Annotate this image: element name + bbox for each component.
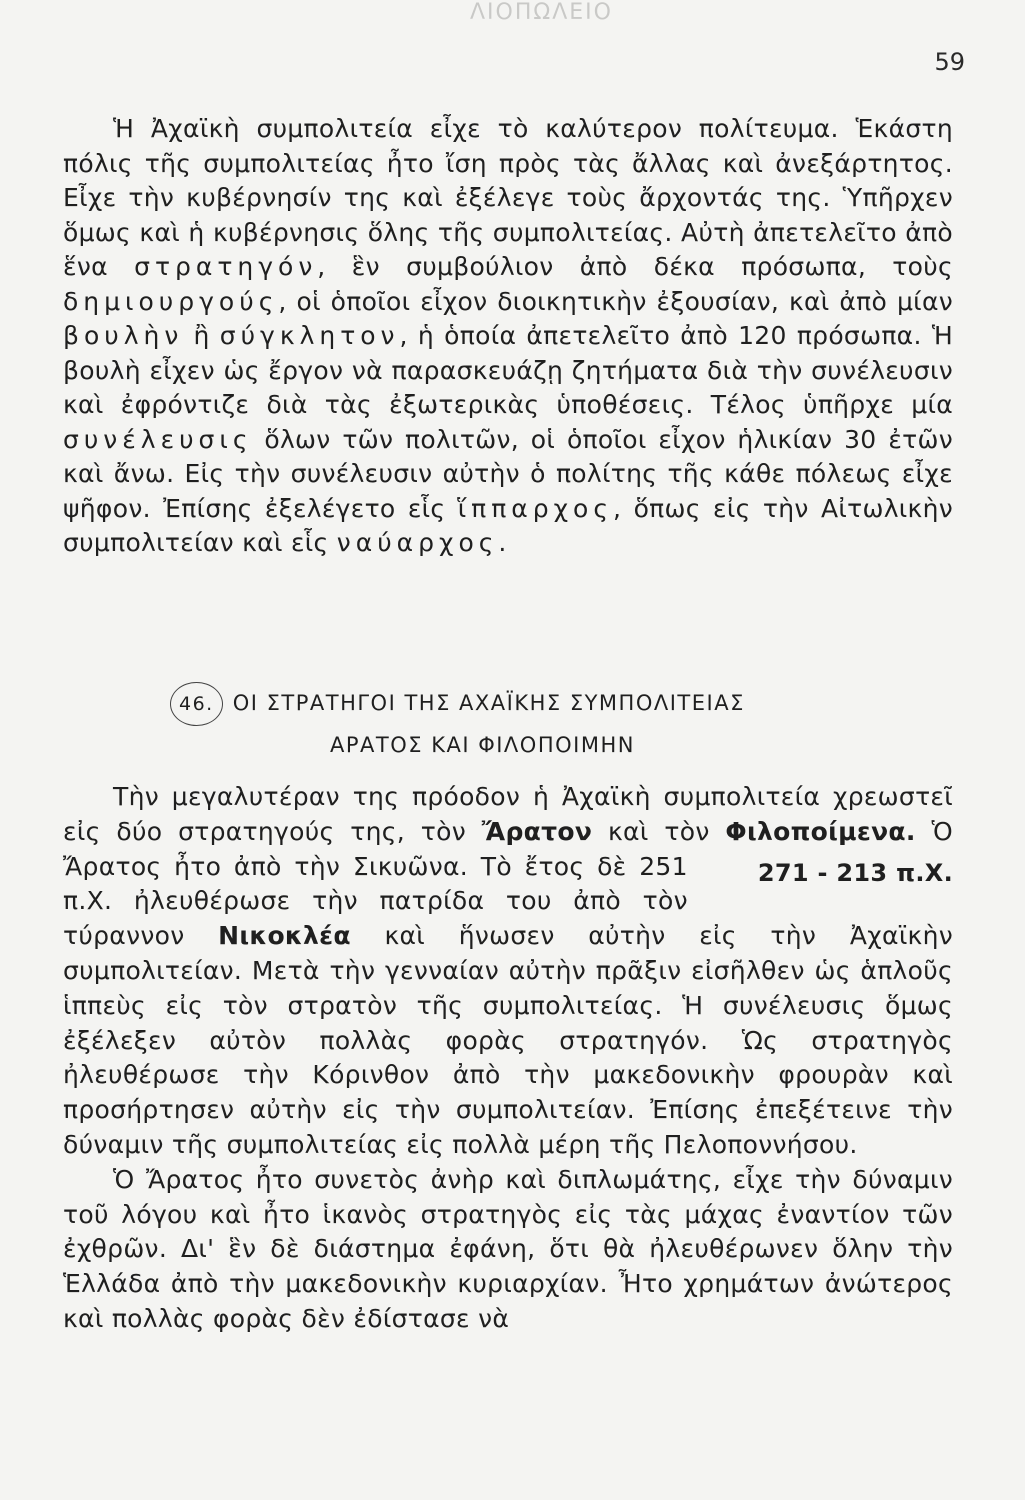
spaced-term-boule: βουλὴν [63, 321, 184, 350]
name-philopoimen: Φιλοποίμενα. [725, 816, 916, 846]
paragraph-aratos-character: Ὁ Ἄρατος ἦτο συνετὸς ἀνὴρ καὶ διπλωμάτης, εἶχε τὴν δύναμιν τοῦ λόγου καὶ ἦτο ἱκανὸς στρατηγὸς εἰς τὰς μάχας ἐναντίον τῶν ἐχθρῶν. Δι' ἓν δὲ διάστημα ἐφάνη, ὅτι θὰ ἠλευθέρωνεν ὅλην τὴν Ἑλλάδα ἀπὸ τὴν μακεδονικὴν κυριαρχίαν. Ἦτο χρημάτων ἀνώτερος καὶ πολλὰς φορὰς δὲν ἐδίστασε νὰ [63, 1164, 953, 1333]
spaced-term-demiourgous: δημιουργούς [63, 286, 279, 316]
name-nikokles: Νικοκλέα [218, 921, 351, 951]
name-aratos: Ἄρατον [481, 816, 593, 846]
text-run: Τὴν μεγαλυτέραν της πρόοδον ἡ Ἀχαϊκὴ συμπολιτεία χρεωστεῖ εἰς δύο στρατηγούς της, τὸν [63, 782, 953, 846]
text-run: , ὅπως εἰς τὴν Αἰτωλικὴν συμπολιτείαν καὶ εἷς [63, 493, 953, 557]
bleed-through-header: ΛΙΟΠΩΛΕΙΟ [470, 0, 613, 25]
text-run: , ἡ ὁποία ἀπετελεῖτο ἀπὸ 120 πρόσωπα. Ἡ βουλὴ εἶχεν ὡς ἔργον νὰ παρασκευάζῃ ζητήματα διὰ τὴν συνέλευσιν καὶ ἐφρόντιζε διὰ τὰς ἐξωτερικὰς ὑποθέσεις. Τέλος ὑπῆρχε μία [63, 321, 954, 419]
text-run: , ἓν συμβούλιον ἀπὸ δέκα πρόσωπα, τοὺς [317, 252, 953, 281]
section-heading [170, 682, 870, 764]
heading-subtitle: ΑΡΑΤΟΣ ΚΑΙ ΦΙΛΟΠΟΙΜΗΝ [330, 733, 635, 757]
section-body [63, 780, 953, 1337]
spaced-term-strategos: στρατηγόν [134, 252, 318, 281]
page-number: 59 [934, 48, 965, 76]
text-run: καὶ ἥνωσεν αὐτὴν εἰς τὴν Ἀχαϊκὴν συμπολιτείαν. Μετὰ τὴν γενναίαν αὐτὴν πρᾶξιν εἰσῆλθεν ὡς ἁπλοῦς ἱππεὺς εἰς τὸν στρατὸν τῆς συμπολιτείας. Ἡ συνέλευσις ὅμως ἐξέλεξεν αὐτὸν πολλὰς φορὰς στρατηγόν. Ὡς στρατηγὸς ἠλευθέρωσε τὴν Κόρινθον ἀπὸ τὴν μακεδονικὴν φρουρὰν καὶ προσήρτησεν αὐτὴν εἰς τὴν συμπολιτείαν. Ἐπίσης ἐπεξέτεινε τὴν δύναμιν τῆς συμπολιτείας εἰς πολλὰ μέρη τῆς Πελοποννήσου. [63, 921, 953, 1159]
text-run: , οἱ ὁποῖοι εἶχον διοικητικὴν ἐξουσίαν, καὶ ἀπὸ μίαν [278, 286, 953, 316]
section-number: 46. [170, 682, 223, 726]
paragraph-achaean-constitution [63, 112, 953, 561]
text-run: Ὁ Ἄρατος ἦτο ἀπὸ τὴν Σικυῶνα. Τὸ ἔτος δὲ 251 π.Χ. ἠλευθέρωσε τὴν πατρίδα του ἀπὸ τὸν τύραννον [63, 816, 953, 951]
text-run: Ἡ Ἀχαϊκὴ συμπολιτεία εἶχε τὸ καλύτερον πολίτευμα. Ἑκάστη πόλις τῆς συμπολιτείας ἦτο ἴση πρὸς τὰς ἄλλας καὶ ἀνεξάρτητος. Εἶχε τὴν κυβέρνησίν της καὶ ἐξέλεγε τοὺς ἄρχοντάς της. Ὑπῆρχεν ὅμως καὶ ἡ κυβέρνησις ὅλης τῆς συμπολιτείας. Αὐτὴ ἀπετελεῖτο ἀπὸ ἕνα [63, 114, 953, 281]
spaced-term-navarchos: ναύαρχος [336, 528, 499, 557]
text-run: ὅλων τῶν πολιτῶν, οἱ ὁποῖοι εἶχον ἡλικίαν 30 ἐτῶν καὶ ἄνω. Εἰς τὴν συνέλευσιν αὐτὴν ὁ πολίτης τῆς κάθε πόλεως εἶχε ψῆφον. Ἐπίσης ἐξελέγετο εἷς [63, 424, 953, 523]
spaced-term-synkleton: σύγκλητον [219, 321, 400, 350]
heading-line-1 [170, 682, 870, 726]
text-run: ἢ [183, 321, 220, 350]
paragraph-aratos-intro [63, 780, 953, 1163]
heading-title: ΟΙ ΣΤΡΑΤΗΓΟΙ ΤΗΣ ΑΧΑΪΚΗΣ ΣΥΜΠΟΛΙΤΕΙΑΣ [232, 691, 745, 715]
spaced-term-hipparchos: ἵππαρχος [457, 493, 614, 523]
margin-date: 271 - 213 π.Χ. [757, 858, 953, 887]
spaced-term-synelevsis: συνέλευσις [63, 424, 253, 454]
text-run: . [498, 528, 507, 557]
text-run: καὶ τὸν [592, 816, 726, 846]
